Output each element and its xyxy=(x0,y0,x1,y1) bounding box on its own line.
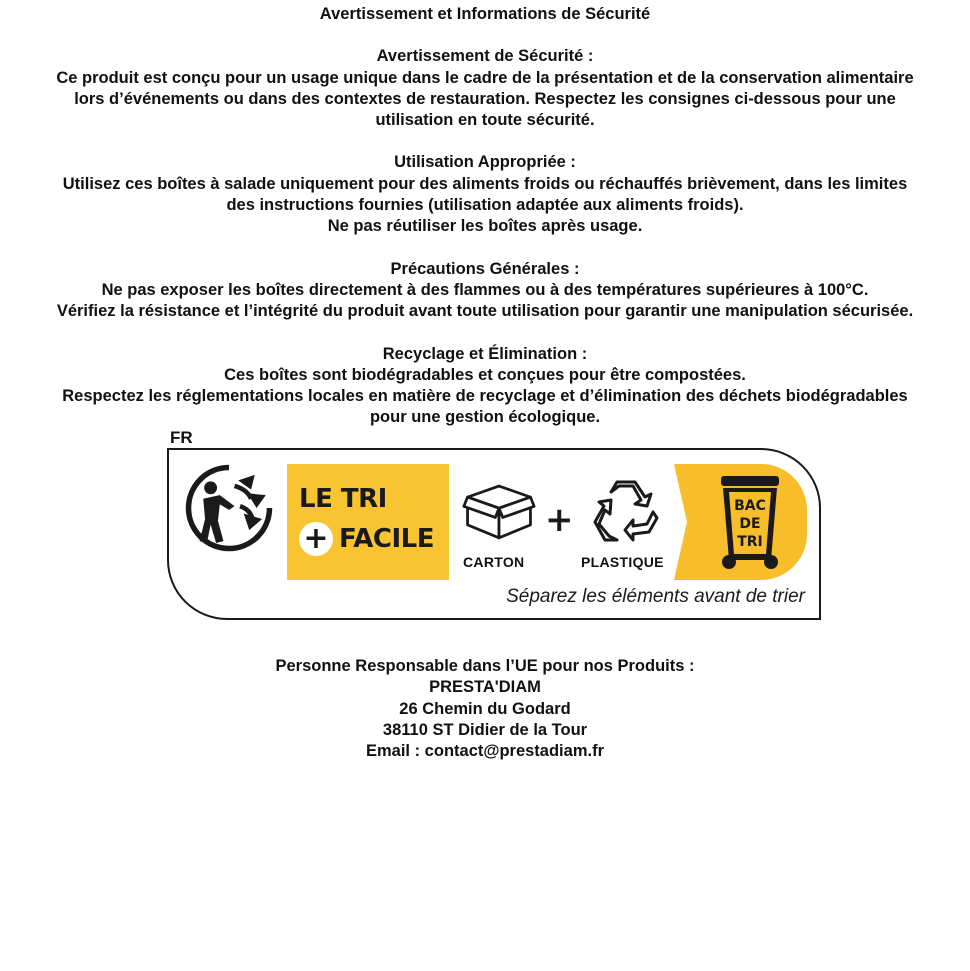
section-line: Ce produit est conçu pour un usage unique dans le cadre de la présentation et de la conservation alimentaire xyxy=(56,68,914,87)
section-line: Ces boîtes sont biodégradables et conçues pour être compostées. xyxy=(224,365,746,384)
plus-badge: + xyxy=(299,522,333,556)
section-line: des instructions fournies (utilisation adaptée aux aliments froids). xyxy=(226,196,744,215)
section-heading-recycling: Recyclage et Élimination : xyxy=(382,344,588,363)
carton-label: CARTON xyxy=(463,554,525,570)
recycle-icon xyxy=(591,480,661,544)
section-line: lors d’événements ou dans des contextes de restauration. Respectez les consignes ci-dessous pour une xyxy=(74,89,896,108)
section-line: Vérifiez la résistance et l’intégrité du produit avant toute utilisation pour garantir une manipulation sécurisée. xyxy=(56,302,914,321)
section-heading-warning: Avertissement de Sécurité : xyxy=(376,47,594,66)
section-line: Utilisez ces boîtes à salade uniquement pour des aliments froids ou réchauffés brièvement, dans les limites xyxy=(62,174,908,193)
country-label: FR xyxy=(170,428,193,447)
sorting-bin-icon xyxy=(715,474,785,572)
footer-line: Email : contact@prestadiam.fr xyxy=(366,742,604,761)
info-tri-band xyxy=(287,464,807,580)
plus-sign: + xyxy=(545,500,574,540)
document-title: Avertissement et Informations de Sécurité xyxy=(319,5,651,23)
section-line: pour une gestion écologique. xyxy=(369,408,601,427)
footer-line: 26 Chemin du Godard xyxy=(399,699,571,718)
bin-line: DE xyxy=(739,516,761,532)
section-line: Ne pas exposer les boîtes directement à des flammes ou à des températures supérieures à 100°C. xyxy=(101,280,869,299)
bin-line: BAC xyxy=(734,498,766,514)
eu-responsible-person xyxy=(0,656,970,762)
footer-line: 38110 ST Didier de la Tour xyxy=(382,720,588,739)
section-heading-usage: Utilisation Appropriée : xyxy=(394,153,576,172)
bin-line: TRI xyxy=(737,534,763,550)
section-line: Respectez les réglementations locales en matière de recyclage et d’élimination des déchets biodégradables xyxy=(62,387,908,406)
safety-document xyxy=(0,4,970,429)
facile-text: FACILE xyxy=(339,524,434,554)
le-tri-facile-block xyxy=(287,464,449,580)
section-heading-precautions: Précautions Générales : xyxy=(390,259,580,278)
sorting-instruction: Séparez les éléments avant de trier xyxy=(506,586,805,607)
triman-icon xyxy=(183,462,275,554)
triman-info-tri-banner xyxy=(167,448,821,620)
section-line: Ne pas réutiliser les boîtes après usage. xyxy=(327,217,643,236)
plastique-label: PLASTIQUE xyxy=(581,554,664,570)
le-tri-text: LE TRI xyxy=(299,484,387,514)
footer-line: PRESTA'DIAM xyxy=(429,678,541,697)
section-line: utilisation en toute sécurité. xyxy=(375,111,595,130)
footer-line: Personne Responsable dans l’UE pour nos Produits : xyxy=(275,657,695,675)
carton-box-icon xyxy=(462,480,536,542)
